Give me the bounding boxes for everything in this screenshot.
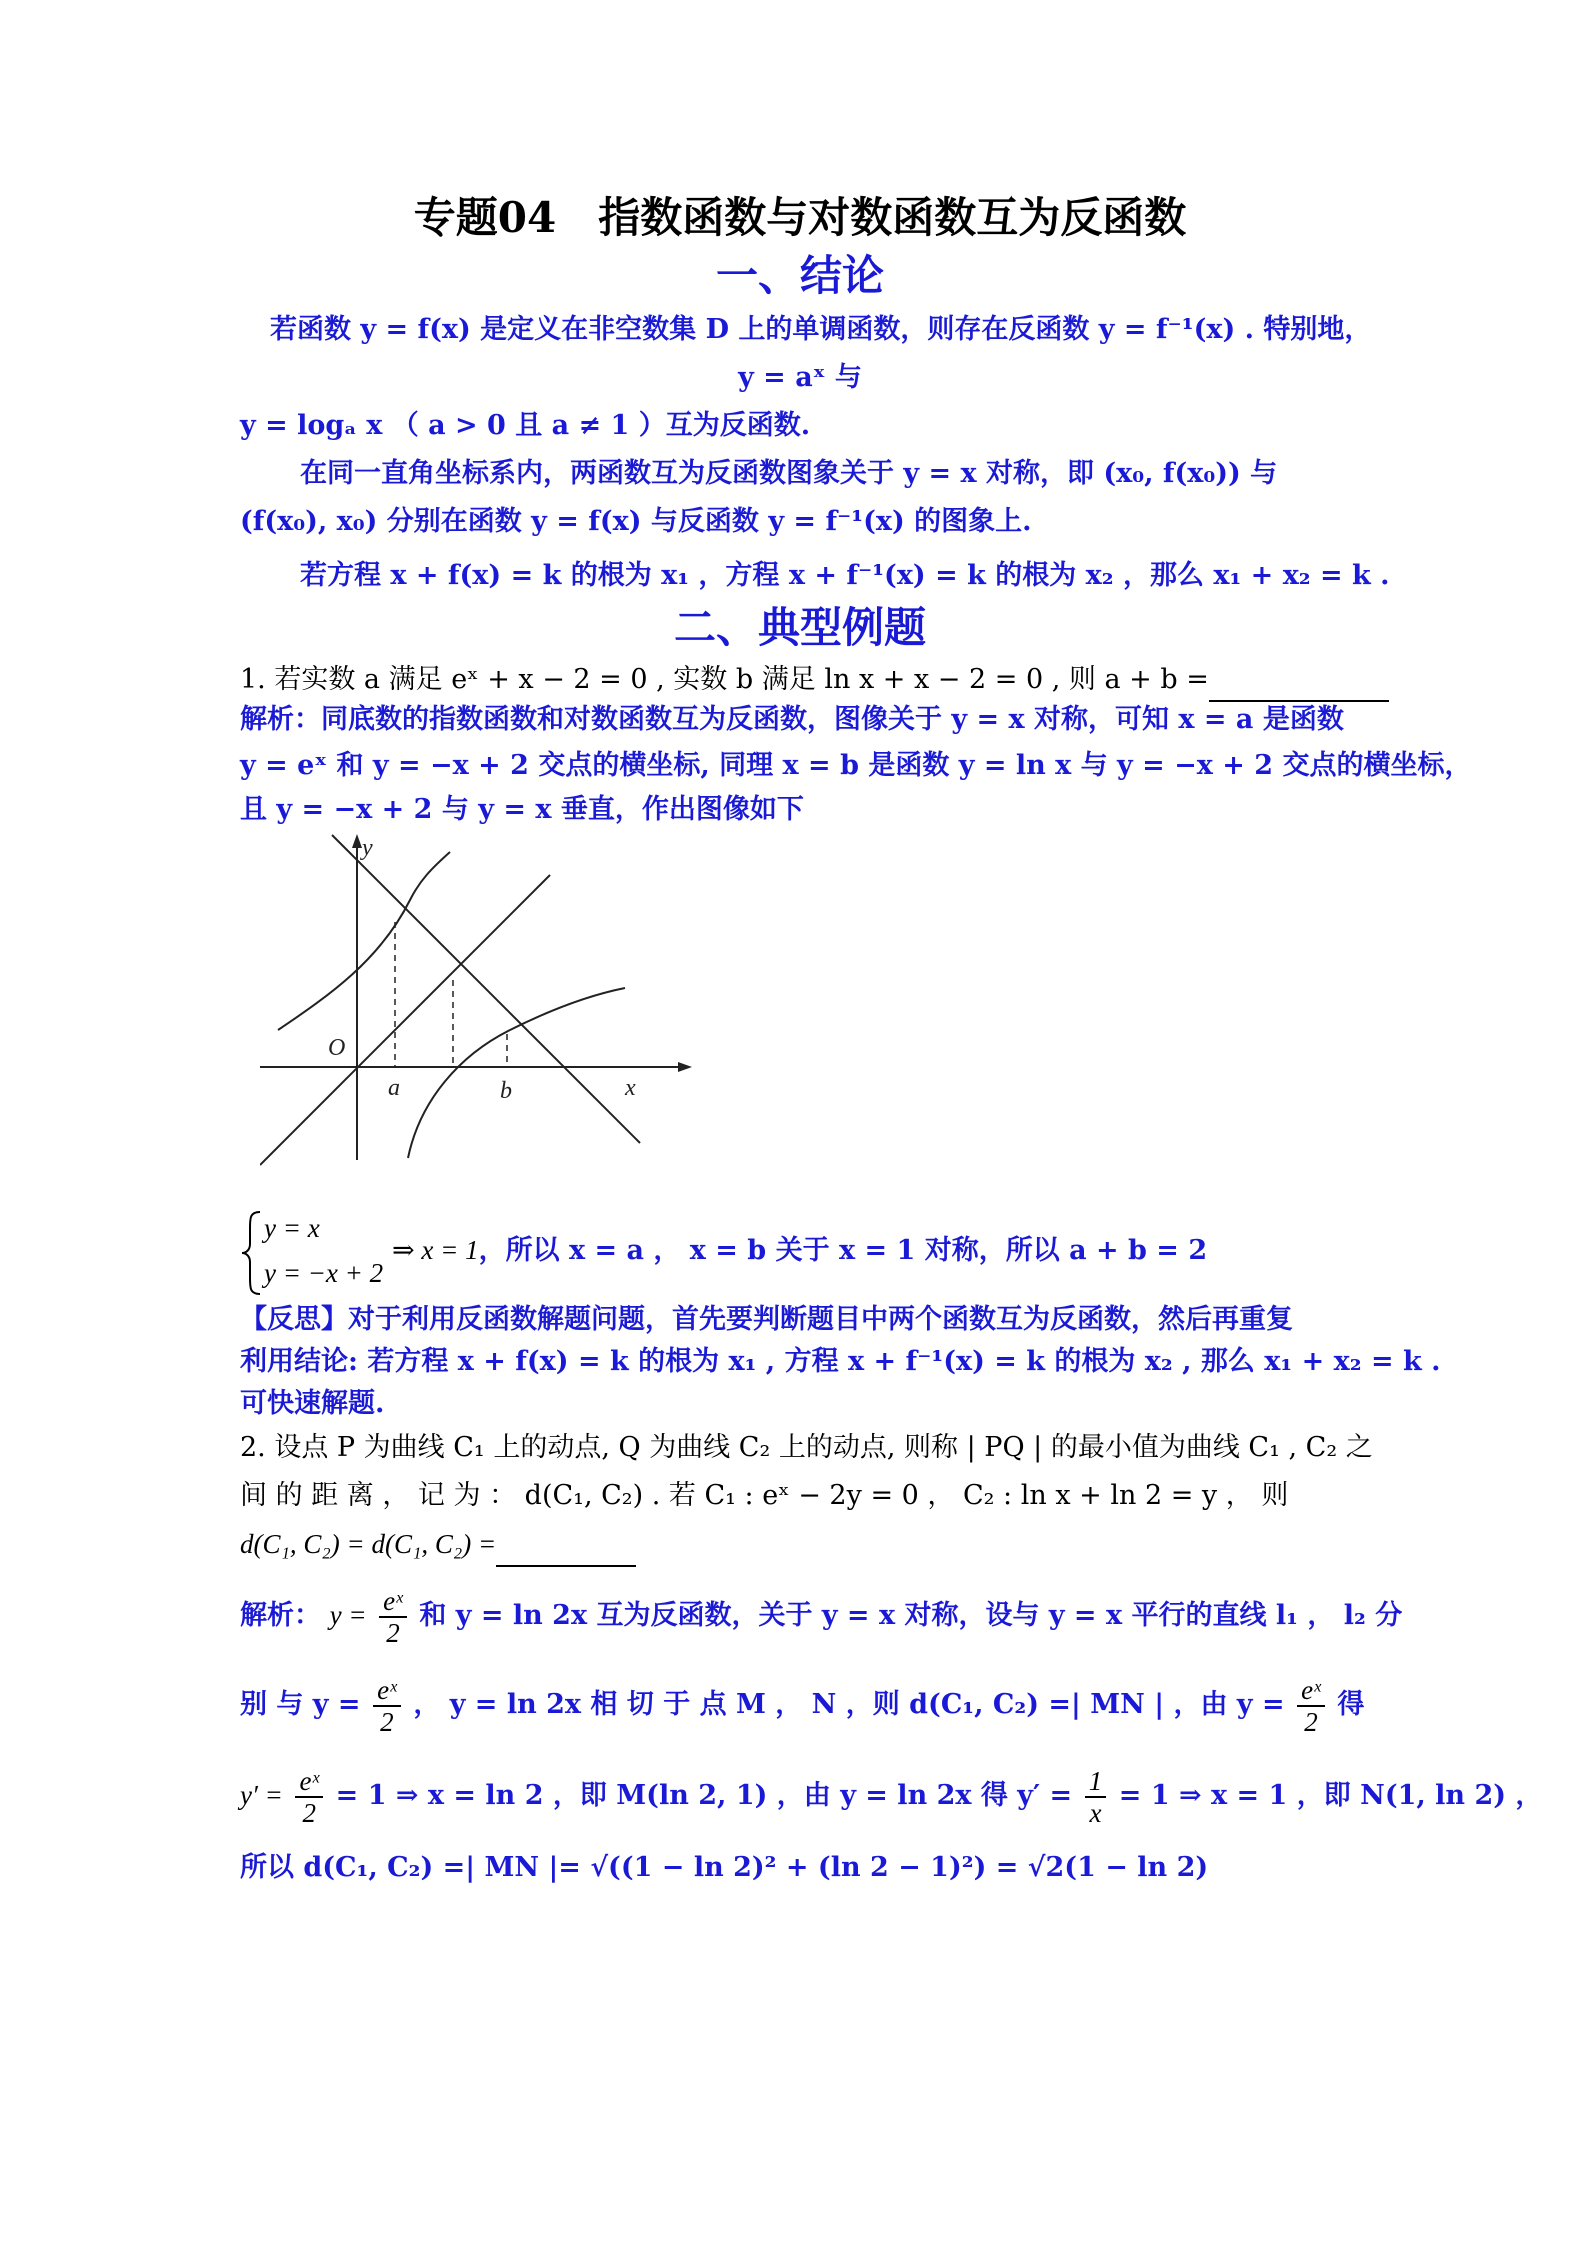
fraction-denominator: x [1089,1797,1102,1828]
conclusion-inverse-text: y = logₐ x （ a > 0 且 a ≠ 1 ）互为反函数. [240,410,811,441]
solution-y-prime: y′ = [240,1780,283,1810]
fraction-numerator: eˣ [1297,1675,1325,1707]
solution-prefix: 解析： [240,1600,321,1631]
solution-line-2-mid: ， y = ln 2x 相 切 于 点 M ， N ，则 d(C₁, C₂) =| MN | ，由 y = [413,1689,1285,1720]
equation-system [240,1208,1360,1298]
solution-line-2-suffix: 得 [1337,1689,1365,1720]
conclusion-paragraph-2b: (f(x₀), x₀) 分别在函数 y = f(x) 与反函数 y = f⁻¹(x) 的图象上. [240,506,1032,537]
answer-blank [1209,660,1389,702]
example-1-solution-line-2: y = eˣ 和 y = −x + 2 交点的横坐标, 同理 x = b 是函数 y = ln x 与 y = −x + 2 交点的横坐标， [240,750,1472,781]
example-1-question-text: 1. 若实数 a 满足 eˣ + x − 2 = 0 , 实数 b 满足 ln x + x − 2 = 0 , 则 a + b = [240,664,1209,695]
example-2-solution-line-4: 所以 d(C₁, C₂) =| MN |= √((1 − ln 2)² + (ln 2 − 1)²) = √2(1 − ln 2) [240,1852,1209,1883]
solution-line-3-mid: = 1 ⇒ x = ln 2 ，即 M(ln 2, 1) ，由 y = ln 2x 得 y′ = [335,1780,1073,1811]
fraction-denominator: 2 [386,1617,400,1648]
curve-exp [278,852,450,1030]
x-axis-arrow [678,1062,692,1072]
curve-ln [408,988,625,1158]
solution-line-3-suffix: = 1 ⇒ x = 1 ，即 N(1, ln 2) ， [1118,1780,1543,1811]
fraction-numerator: eˣ [379,1586,407,1618]
example-1-question [240,660,1360,702]
y-axis-label: y [362,835,373,861]
example-1-solution-line-1: 解析：同底数的指数函数和对数函数互为反函数，图像关于 y = x 对称，可知 x = a 是函数 [240,704,1344,735]
answer-blank-2 [496,1525,636,1567]
y-axis-arrow [352,834,362,848]
solution-y-equals: y = [329,1600,367,1630]
function-graph [260,830,700,1170]
fraction-denominator: 2 [1304,1706,1318,1737]
example-2-question-line-3-text: d(C₁, C₂) = d(C₁, C₂) = [240,1529,497,1559]
example-2-question-line-1: 2. 设点 P 为曲线 C₁ 上的动点, Q 为曲线 C₂ 上的动点, 则称 | PQ | 的最小值为曲线 C₁ , C₂ 之 [240,1432,1373,1463]
system-result-text: ，所以 x = a ， x = b 关于 x = 1 对称，所以 a + b = 2 [478,1235,1208,1266]
fraction-ex-over-2 [379,1586,407,1648]
left-brace-icon [240,1208,264,1298]
origin-label: O [328,1035,346,1061]
example-2-solution-line-1 [240,1580,1403,1650]
conclusion-paragraph-2: 在同一直角坐标系内，两函数互为反函数图象关于 y = x 对称，即 (x₀, f(x₀)) 与 [300,458,1278,489]
example-2-solution-line-3 [240,1760,1543,1830]
page-title: 专题04 指数函数与对数函数互为反函数 [413,193,1187,242]
conclusion-paragraph-1b: y = aˣ 与 [738,362,862,393]
fraction-numerator: eˣ [295,1766,323,1798]
fraction-numerator: 1 [1085,1766,1107,1798]
solution-line-2-prefix: 别 与 y = [240,1689,361,1720]
point-b-label: b [500,1078,512,1104]
section-heading-conclusion: 一、结论 [715,251,884,300]
fraction-numerator: eˣ [373,1675,401,1707]
fraction-denominator: 2 [302,1797,317,1828]
fraction-ex-over-2-b [373,1675,401,1737]
reflection-line-1: 【反思】对于利用反函数解题问题，首先要判断题目中两个函数互为反函数，然后再重复 [240,1304,1293,1335]
reflection-line-2: 利用结论: 若方程 x + f(x) = k 的根为 x₁ , 方程 x + f⁻¹(x) = k 的根为 x₂ , 那么 x₁ + x₂ = k . [240,1346,1441,1377]
line-y-equals-neg-x-plus-2 [332,835,640,1143]
system-equation-1: y = x [264,1213,320,1243]
system-result-math: ⇒ x = 1 [392,1235,479,1265]
conclusion-paragraph-3: 若方程 x + f(x) = k 的根为 x₁ ，方程 x + f⁻¹(x) = k 的根为 x₂ ，那么 x₁ + x₂ = k . [300,560,1390,591]
fraction-1-over-x [1085,1766,1107,1828]
section-heading-examples: 二、典型例题 [673,603,926,652]
solution-line-1-rest: 和 y = ln 2x 互为反函数，关于 y = x 对称，设与 y = x 平行的直线 l₁ ， l₂ 分 [419,1600,1403,1631]
example-2-question-line-2: 间 的 距 离 ， 记 为 ： d(C₁, C₂) . 若 C₁ : eˣ − 2y = 0 ， C₂ : ln x + ln 2 = y ， 则 [240,1480,1289,1511]
x-axis-label: x [625,1075,636,1101]
fraction-denominator: 2 [380,1706,394,1737]
example-1-solution-line-3: 且 y = −x + 2 与 y = x 垂直，作出图像如下 [240,794,804,825]
fraction-ex-over-2-d [295,1766,323,1828]
reflection-line-3: 可快速解题. [240,1388,385,1419]
fraction-ex-over-2-c [1297,1675,1325,1737]
conclusion-paragraph-1c [240,406,1360,446]
example-2-question-line-3 [240,1524,1360,1567]
line-y-equals-x [260,875,550,1165]
point-a-label: a [388,1075,400,1101]
system-equation-2: y = −x + 2 [264,1258,384,1288]
conclusion-paragraph-1: 若函数 y = f(x) 是定义在非空数集 D 上的单调函数，则存在反函数 y = f⁻¹(x) . 特别地， [270,314,1372,345]
system-result [392,1230,1207,1271]
example-2-solution-line-2 [240,1670,1365,1740]
